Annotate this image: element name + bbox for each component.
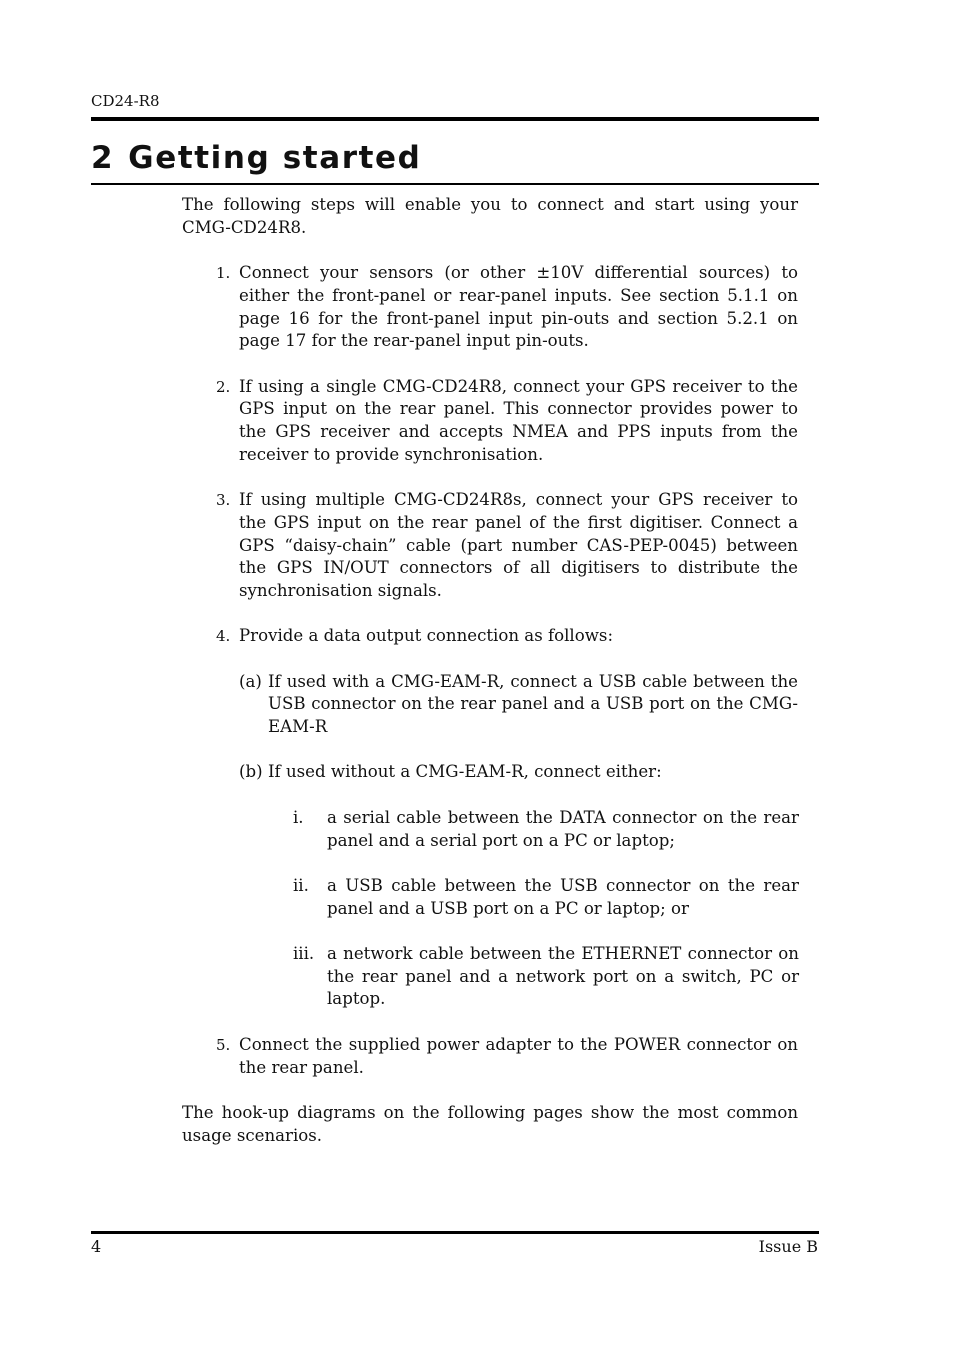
option-text: a network cable between the ETHERNET connector on the rear panel and a network port on a switch, PC or laptop. [327, 944, 799, 1009]
substep-text: If used with a CMG-EAM-R, connect a USB cable between the USB connector on the rear panel and a USB port on the CMG-EAM-R [268, 671, 798, 737]
substep-marker: (b) [239, 762, 263, 782]
option-marker: iii. [293, 944, 315, 964]
section-title: Getting started [128, 140, 422, 176]
step-2 [216, 376, 798, 467]
page-number: 4 [91, 1237, 102, 1256]
section-number: 2 [91, 140, 115, 176]
issue-label: Issue B [758, 1237, 818, 1256]
substep-b [239, 761, 798, 784]
intro-paragraph: The following steps will enable you to connect and start using your CMG-CD24R8. [182, 195, 798, 237]
heading-rule [91, 183, 819, 185]
substep-text: If used without a CMG-EAM-R, connect either: [268, 762, 662, 782]
running-header: CD24-R8 [91, 92, 160, 110]
step-text: If using multiple CMG-CD24R8s, connect your GPS receiver to the GPS input on the rear panel of the first digitiser. Connect a GPS “daisy-chain” cable (part number CAS-PEP-0045) between the GPS IN/OUT connectors of all digitisers to distribute the synchronisation signals. [239, 490, 798, 600]
option-i [293, 807, 799, 852]
step-text: Provide a data output connection as follows: [239, 626, 614, 646]
header-rule [91, 117, 819, 121]
step-text: Connect your sensors (or other ±10V differential sources) to either the front-panel or rear-panel inputs. See section 5.1.1 on page 16 for the front-panel input pin-outs and section 5.2.1 on page 17 for the rear-panel input pin-outs. [239, 263, 798, 351]
step-marker: 2. [216, 377, 231, 396]
option-ii [293, 875, 799, 920]
section-heading [91, 140, 421, 176]
step-marker: 3. [216, 491, 231, 510]
option-text: a serial cable between the DATA connector on the rear panel and a serial port on a PC or laptop; [327, 807, 799, 850]
substep-marker: (a) [239, 671, 262, 691]
step-text: Connect the supplied power adapter to the POWER connector on the rear panel. [239, 1034, 798, 1077]
option-marker: ii. [293, 875, 309, 895]
step-1 [216, 262, 798, 353]
option-iii [293, 943, 799, 1011]
substep-a [239, 671, 798, 739]
step-text: If using a single CMG-CD24R8, connect your GPS receiver to the GPS input on the rear panel. This connector provides power to the GPS receiver and accepts NMEA and PPS inputs from the receiver to provide synchronisation. [239, 376, 798, 464]
step-marker: 1. [216, 264, 231, 283]
step-4 [216, 625, 798, 648]
step-3 [216, 489, 798, 603]
option-text: a USB cable between the USB connector on the rear panel and a USB port on a PC or laptop; or [327, 875, 799, 918]
step-5 [216, 1034, 798, 1079]
footer-rule [91, 1231, 819, 1234]
step-marker: 5. [216, 1035, 231, 1054]
closing-paragraph: The hook-up diagrams on the following pages show the most common usage scenarios. [182, 1102, 798, 1145]
step-marker: 4. [216, 627, 231, 646]
section-body [182, 194, 798, 1147]
option-marker: i. [293, 807, 304, 827]
